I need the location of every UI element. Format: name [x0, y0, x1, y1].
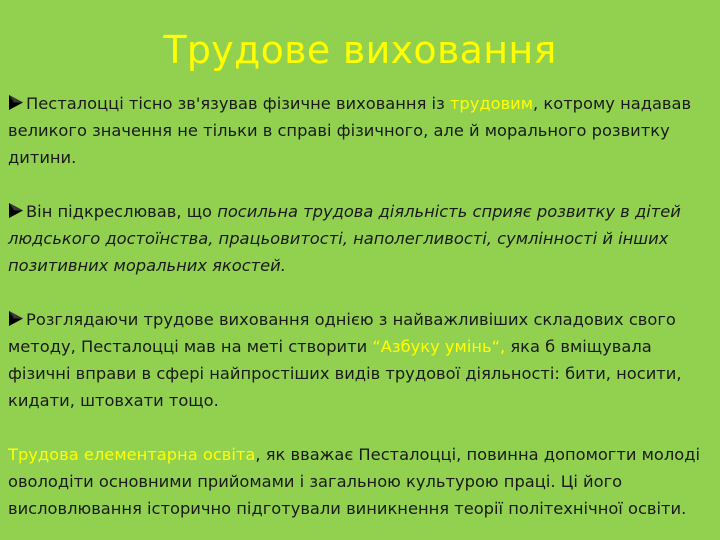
paragraph-text: яка б вміщувала фізичні вправи в сфері найпростіших видів трудової діяльності: бити, носити, кидати, штовхати тощо. — [8, 337, 682, 410]
paragraph-text: , як вважає Песталоцці, повинна допомогти молоді оволодіти основними прийомами і загальною культурою праці. Ці його висловлювання історично підготували виникнення теорії політехнічної освіти. — [8, 445, 700, 518]
paragraph-elementary-education — [8, 441, 714, 522]
paragraph-text: , котрому надавав великого значення не тільки в справі фізичного, але й морального розвитку дитини. — [8, 94, 692, 167]
paragraph-physical-labor — [8, 90, 714, 171]
paragraph-emphasis — [8, 198, 714, 279]
arrow-bullet-icon — [8, 94, 24, 111]
paragraph-text: Розглядаючи трудове виховання однією з найважливіших складових свого методу, Песталоцці мав на меті створити — [8, 310, 676, 356]
paragraph-skills-alphabet — [8, 306, 714, 414]
highlight-labor: трудовим — [449, 94, 534, 113]
emphasis-text: посильна трудова діяльність сприяє розвитку в дітей людського достоїнства, працьовитості, наполегливості, сумлінності й інших позитивних моральних якостей. — [8, 202, 681, 275]
slide-title: Трудове виховання — [163, 28, 557, 72]
arrow-bullet-icon — [8, 202, 24, 219]
paragraph-text: Песталоцці тісно зв'язував фізичне виховання із — [26, 94, 450, 113]
arrow-bullet-icon — [8, 310, 24, 327]
highlight-skills-alphabet: “Азбуку умінь“, — [372, 337, 506, 356]
slide-body — [8, 90, 714, 522]
highlight-elementary-education: Трудова елементарна освіта — [8, 445, 256, 464]
paragraph-text: Він підкреслював, що — [26, 202, 218, 221]
